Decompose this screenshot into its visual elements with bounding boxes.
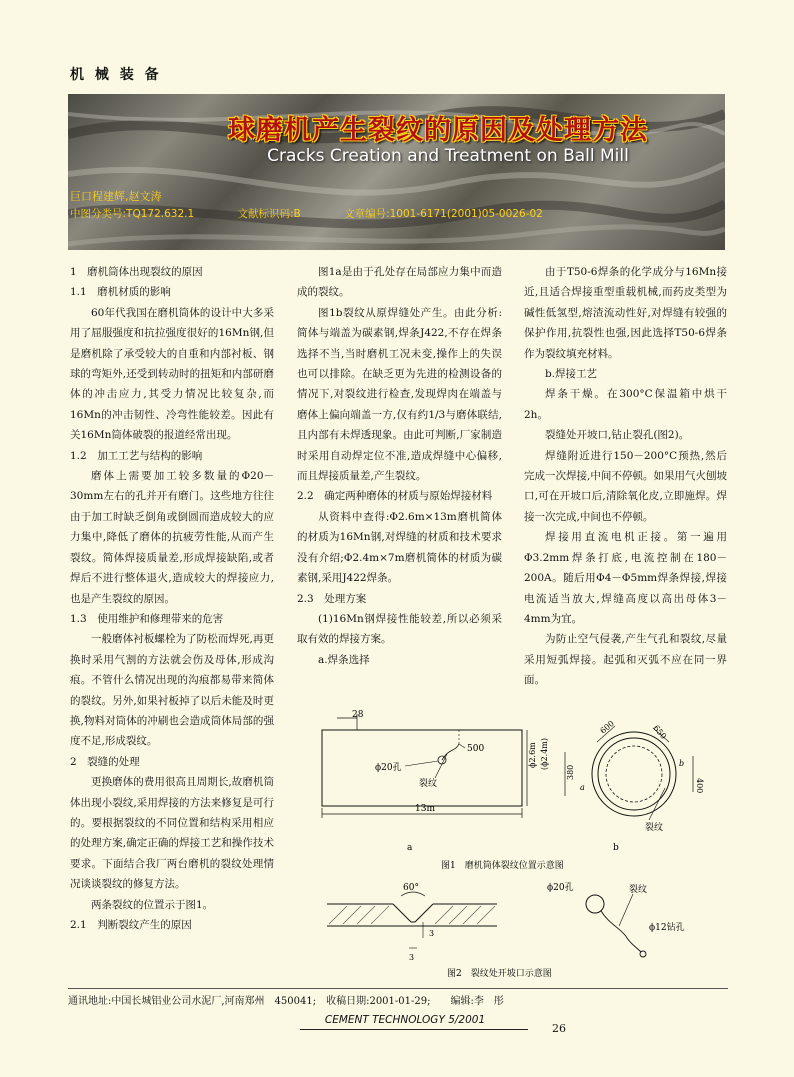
- paragraph: 焊条干燥。在300°C保温箱中烘干2h。: [524, 388, 727, 421]
- fig1b-a-small: a: [580, 783, 585, 792]
- journal-rule: [300, 1029, 528, 1030]
- figure-2-drawing: [297, 878, 727, 978]
- dim-500: 500: [467, 744, 485, 754]
- dim-28: 28: [352, 710, 364, 720]
- section-heading: 1.3 使用维护和修理带来的危害: [70, 612, 224, 625]
- section-heading: 1.2 加工工艺与结构的影响: [70, 449, 203, 462]
- dim-diameter-26: ϕ2.6m: [528, 742, 537, 768]
- column-1: [70, 262, 274, 935]
- paragraph: 图1a是由于孔处存在局部应力集中而造成的裂纹。: [297, 266, 502, 299]
- section-heading: 2.3 处理方案: [297, 592, 367, 605]
- page-number: 26: [552, 1022, 566, 1035]
- figure-1: [297, 708, 727, 870]
- footnote: 通讯地址:中国长城铝业公司水泥厂,河南郑州 450041; 收稿日期:2001-01-29; 编辑:李 彤: [68, 996, 504, 1007]
- section-heading: 2.1 判断裂纹产生的原因: [70, 919, 192, 931]
- title-english: Cracks Creation and Treatment on Ball Mill: [267, 146, 629, 166]
- dim-3-vertical: 3: [429, 929, 435, 938]
- paragraph: b.焊接工艺: [545, 368, 598, 381]
- figure-1-drawing: [297, 708, 727, 870]
- dim-3-horizontal: 3: [409, 953, 415, 962]
- paragraph: 焊接用直流电机正接。第一遍用Φ3.2mm焊条打底,电流控制在180－200A。随后用Φ4－Φ5mm焊条焊接,焊接电流适当放大,焊缝高度以高出母体3－4mm为宜。: [524, 531, 727, 625]
- paragraph: 焊缝附近进行150－200°C预热,然后完成一次焊接,中间不停顿。如果用气火刨坡口,可在开坡口后,清除氧化皮,立即施焊。焊接一次完成,中间也不停顿。: [524, 449, 727, 523]
- column-3: [524, 262, 727, 691]
- paragraph: 图1b裂纹从原焊缝处产生。由此分析:简体与端盖为碳素钢,焊条J422,不存在焊条选择不当,当时磨机工况未变,操作上的失误也可以排除。在缺乏更为先进的检测设备的情况下,对裂纹进行检查,发现焊肉在端盖与磨体上偏向端盖一方,仅有约1/3与磨体联结,且内部有未焊透现象。由此可判断,厂家制造时采用自动焊定位不准,造成焊缝中心偏移,而且焊接质量差,产生裂纹。: [297, 306, 502, 483]
- document-code: 文献标识码:B: [237, 208, 301, 220]
- figure-2: [297, 878, 727, 978]
- article-meta: [70, 206, 720, 221]
- section-heading: 1.1 磨机材质的影响: [70, 286, 171, 299]
- paragraph: 更换磨体的费用很高且周期长,故磨机筒体出现小裂纹,采用焊接的方法来修复是可行的。要根据裂纹的不同位置和结构采用相应的处理方案,确定正确的焊接工艺和操作技术要求。下面结合我厂两台磨机的裂纹处理情况谈谈裂纹的修复方法。: [70, 776, 274, 891]
- dim-diameter-24: (ϕ2.4m): [540, 737, 549, 770]
- paragraph: 两条裂纹的位置示于图1。: [91, 898, 214, 911]
- fig2-drill-label: ϕ12钻孔: [649, 923, 685, 933]
- section-heading: 2.2 确定两种磨体的材质与原始焊接材料: [297, 490, 493, 503]
- groove-angle: 60°: [403, 883, 419, 893]
- journal-name: CEMENT TECHNOLOGY 5/2001: [324, 1014, 486, 1026]
- dim-600: 600: [598, 718, 616, 736]
- clc-number: 中图分类号:TQ172.632.1: [70, 208, 195, 220]
- paragraph: 裂缝处开坡口,钻止裂孔(图2)。: [545, 429, 690, 442]
- fig1-sub-a: a: [407, 843, 413, 853]
- title-chinese: 球磨机产生裂纹的原因及处理方法: [228, 115, 648, 146]
- paragraph: (1)16Mn钢焊接性能较差,所以必须采取有效的焊接方案。: [297, 612, 502, 646]
- dim-650: 650: [651, 723, 669, 741]
- fig1b-b-small: b: [679, 759, 685, 768]
- section-heading: 2 裂缝的处理: [70, 755, 140, 768]
- paragraph: 为防止空气侵袭,产生气孔和裂纹,尽量采用短弧焊接。起弧和灭弧不应在同一界面。: [524, 633, 727, 687]
- paragraph: a.焊条选择: [318, 653, 370, 666]
- figure-1-caption: 图1 磨机筒体裂纹位置示意图: [441, 861, 564, 870]
- fig1-sub-b: b: [613, 843, 619, 853]
- footnote-rule: [68, 988, 728, 989]
- hole-label-a: ϕ20孔: [375, 763, 402, 773]
- crack-label-a: 裂纹: [419, 779, 438, 789]
- fig2-hole-label: ϕ20孔: [547, 883, 574, 893]
- paragraph: 从资料中查得:Φ2.6m×13m磨机简体的材质为16Mn钢,对焊缝的材质和技术要求没有介绍;Φ2.4m×7m磨机简体的材质为碳素钢,采用J422焊条。: [297, 510, 502, 585]
- column-2: [297, 262, 502, 670]
- figure-2-caption: 图2 裂纹处开坡口示意图: [447, 969, 552, 978]
- authors: 巨口程建辉,赵文涛: [70, 190, 162, 203]
- crack-label-b: 裂纹: [645, 823, 664, 833]
- section-heading: 1 磨机筒体出现裂纹的原因: [70, 266, 203, 278]
- paragraph: 由于T50-6焊条的化学成分与16Mn接近,且适合焊接重型重载机械,而药皮类型为碱性低氢型,熔渣流动性好,对焊缝有较强的保护作用,抗裂性也强,因此选择T50-6焊条作为裂纹填充材料。: [524, 266, 727, 360]
- dim-380: 380: [566, 764, 575, 780]
- fig2-crack-label: 裂纹: [629, 885, 648, 895]
- paragraph: 磨体上需要加工较多数量的Φ20－30mm左右的孔并开有磨门。这些地方往往由于加工时缺乏倒角或倒圆而造成较大的应力集中,降低了磨体的抗疲劳性能,从而产生裂纹。简体焊接质量差,形成焊接缺陷,或者焊后不进行整体退火,造成较大的焊接应力,也是产生裂纹的原因。: [70, 470, 274, 605]
- paragraph: 一般磨体衬板螺栓为了防松而焊死,再更换时采用气割的方法就会伤及母体,形成沟痕。不管什么情况出现的沟痕都易带来简体的裂纹。另外,如果衬板掉了以后未能及时更换,物料对筒体的冲刷也会造成筒体局部的强度不足,形成裂纹。: [70, 633, 274, 748]
- dim-400: 400: [695, 778, 704, 794]
- paragraph: 60年代我国在磨机筒体的设计中大多采用了屈服强度和抗拉强度很好的16Mn钢,但是磨机除了承受较大的自重和内部衬板、钢球的弯矩外,还受到转动时的扭矩和内部研磨体的冲击应力,其受力情况比较复杂,而16Mn的冲击韧性、冷弯性能较差。因此有关16Mn筒体破裂的报道经常出现。: [70, 306, 274, 442]
- title-banner: [68, 94, 725, 250]
- article-number: 文章编号:1001-6171(2001)05-0026-02: [344, 208, 543, 220]
- dim-13m: 13m: [415, 804, 435, 814]
- section-label: 机 械 装 备: [70, 67, 162, 83]
